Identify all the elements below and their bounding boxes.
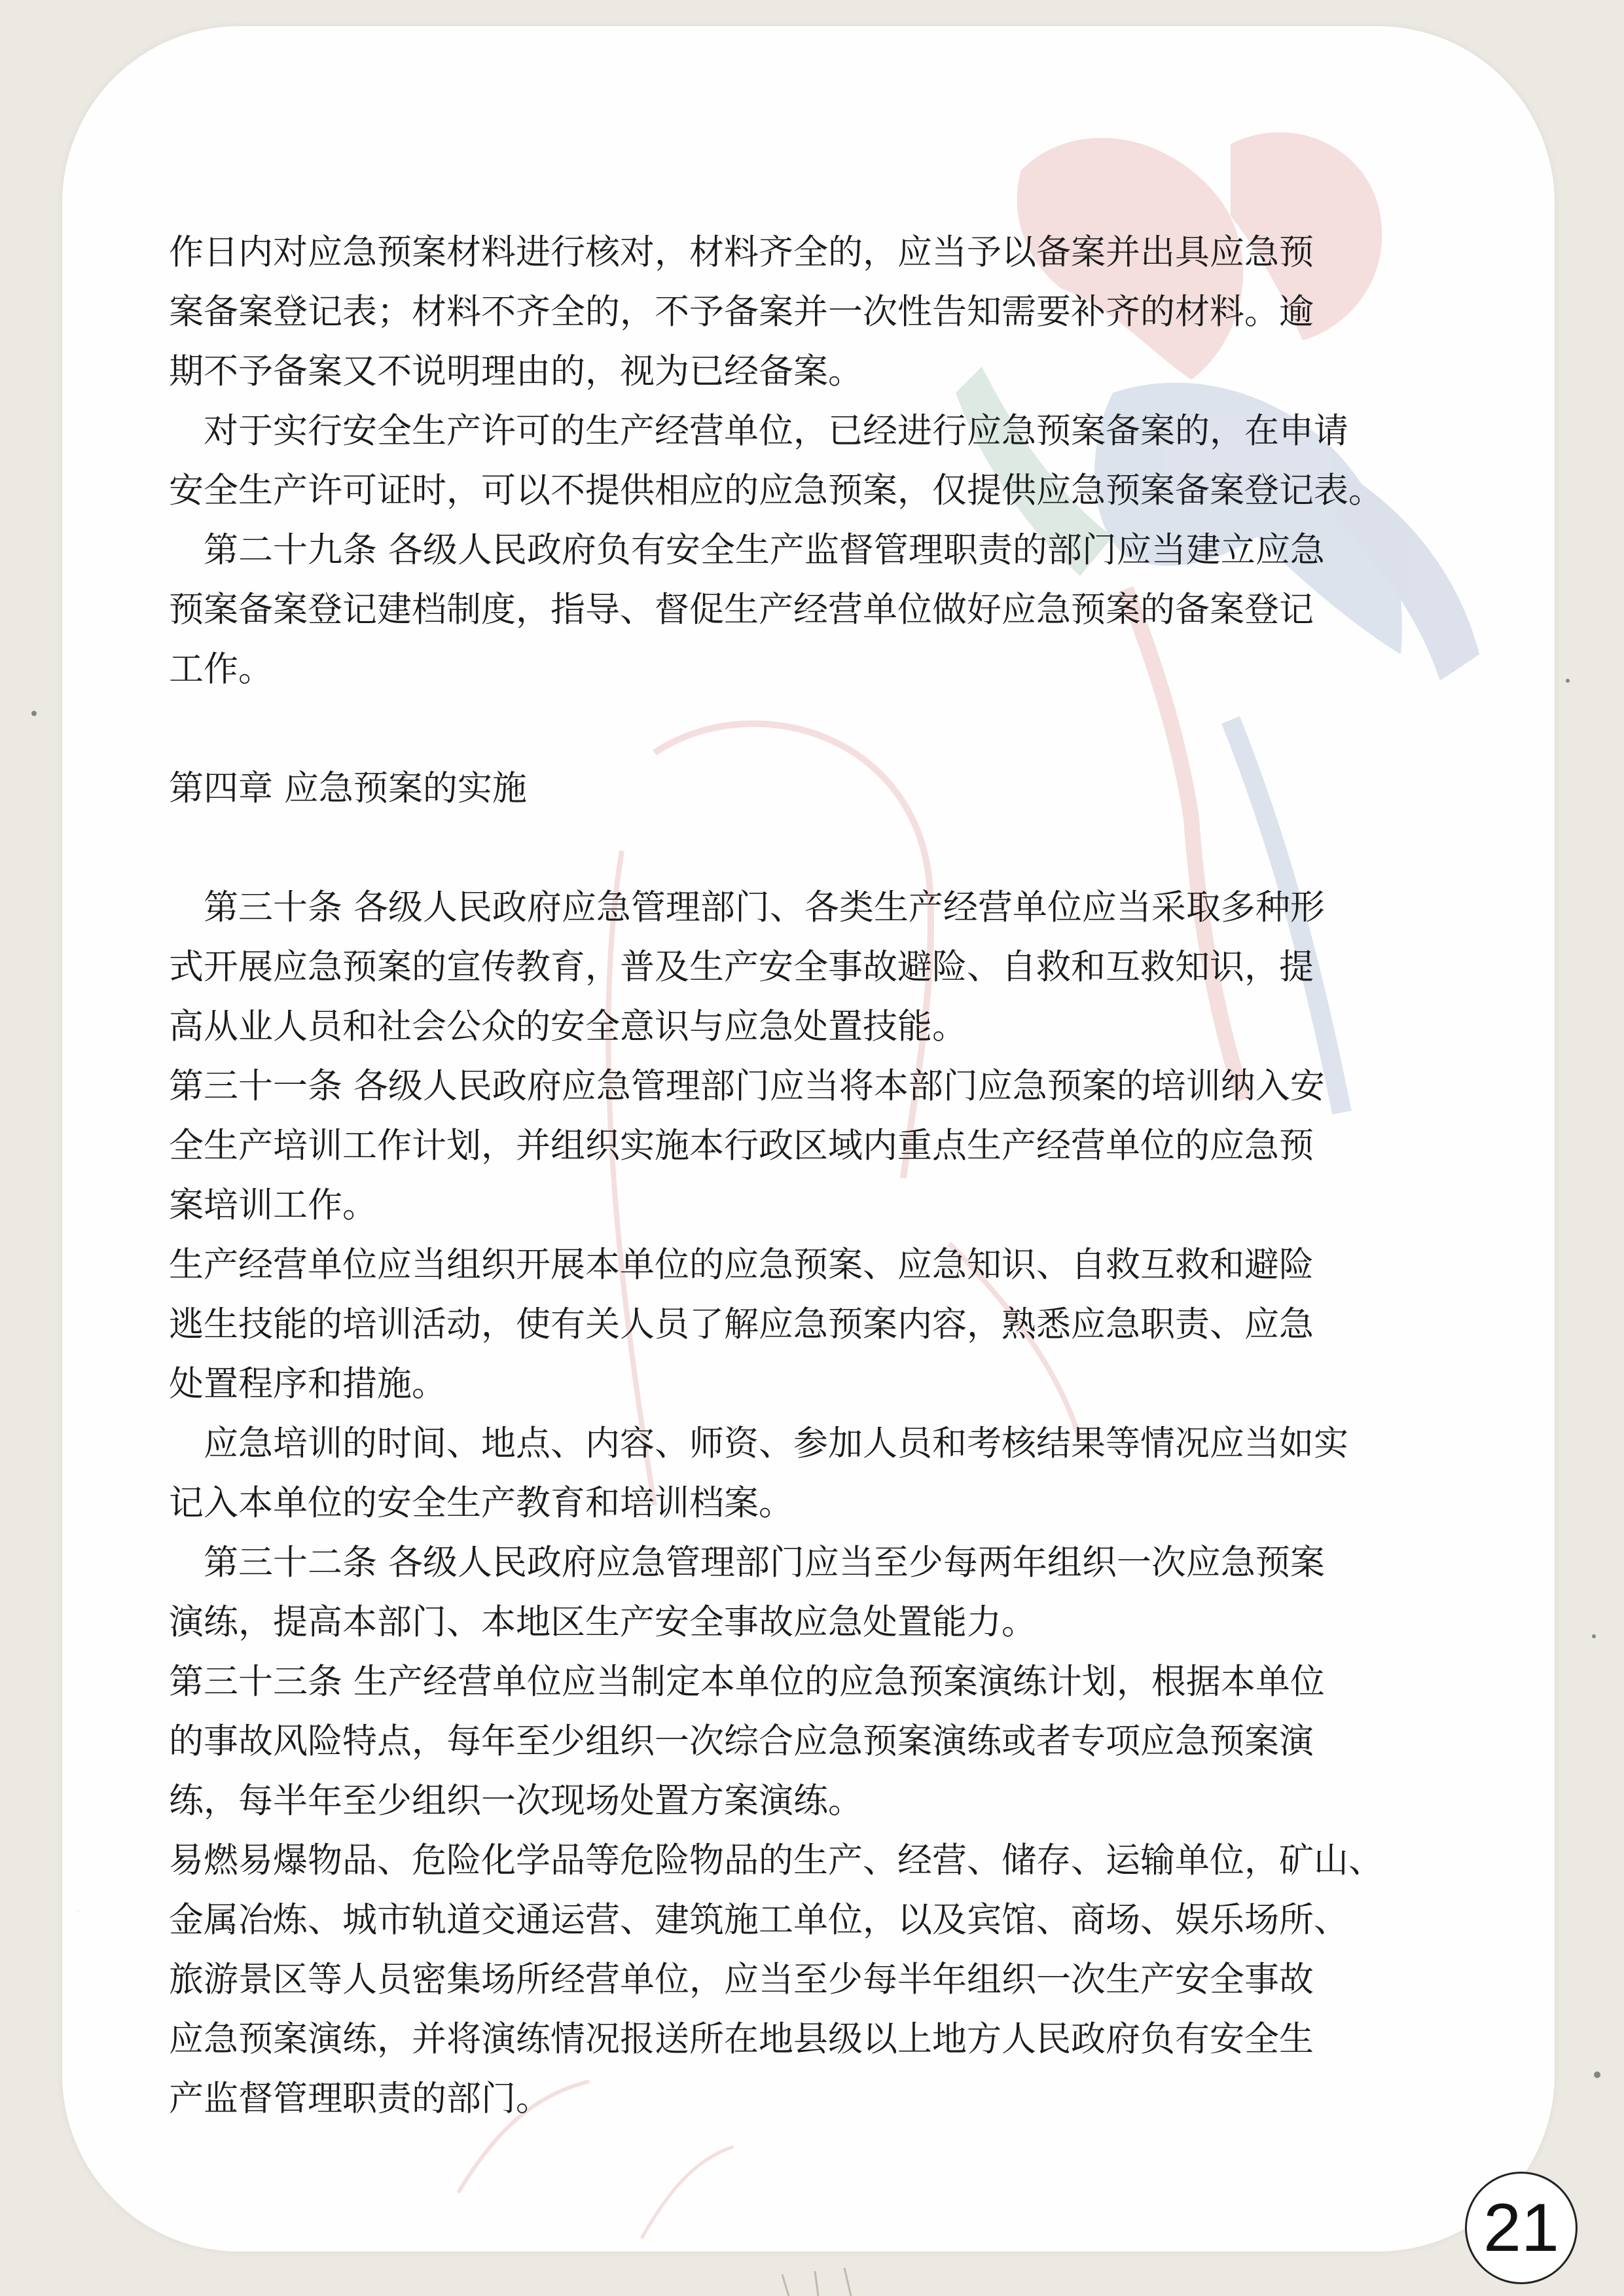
text-line: 作日内对应急预案材料进行核对，材料齐全的，应当予以备案并出具应急预 <box>169 232 1314 272</box>
text-line: 应急预案演练，并将演练情况报送所在地县级以上地方人民政府负有安全生 <box>169 2019 1314 2059</box>
document-body <box>169 223 1471 2128</box>
text-line: 案备案登记表；材料不齐全的，不予备案并一次性告知需要补齐的材料。逾 <box>169 292 1314 332</box>
text-line: 第三十条 各级人民政府应急管理部门、各类生产经营单位应当采取多种形 <box>169 888 1325 927</box>
text-line: 全生产培训工作计划，并组织实施本行政区域内重点生产经营单位的应急预 <box>169 1126 1314 1166</box>
text-line: 练，每半年至少组织一次现场处置方案演练。 <box>169 1781 863 1821</box>
text-line: 逃生技能的培训活动，使有关人员了解应急预案内容，熟悉应急职责、应急 <box>169 1304 1314 1344</box>
chapter-heading: 第四章 应急预案的实施 <box>169 768 527 808</box>
text-line: 案培训工作。 <box>169 1185 377 1225</box>
text-line: 第三十二条 各级人民政府应急管理部门应当至少每两年组织一次应急预案 <box>169 1543 1325 1583</box>
page-number: 21 <box>1465 2172 1578 2284</box>
text-line: 易燃易爆物品、危险化学品等危险物品的生产、经营、储存、运输单位，矿山、 <box>169 1840 1383 1880</box>
text-line: 第二十九条 各级人民政府负有安全生产监督管理职责的部门应当建立应急 <box>169 530 1325 570</box>
text-line: 高从业人员和社会公众的安全意识与应急处置技能。 <box>169 1007 967 1047</box>
text-line: 产监督管理职责的部门。 <box>169 2079 550 2119</box>
text-line: 第三十三条 生产经营单位应当制定本单位的应急预案演练计划，根据本单位 <box>169 1662 1325 1702</box>
text-line: 对于实行安全生产许可的生产经营单位，已经进行应急预案备案的，在申请 <box>169 411 1348 451</box>
text-line: 生产经营单位应当组织开展本单位的应急预案、应急知识、自救互救和避险 <box>169 1245 1314 1285</box>
text-line: 处置程序和措施。 <box>169 1364 446 1404</box>
blank-line <box>169 699 1471 759</box>
text-line: 金属冶炼、城市轨道交通运营、建筑施工单位，以及宾馆、商场、娱乐场所、 <box>169 1900 1348 1940</box>
text-line: 第三十一条 各级人民政府应急管理部门应当将本部门应急预案的培训纳入安 <box>169 1066 1325 1106</box>
text-line: 期不予备案又不说明理由的，视为已经备案。 <box>169 351 863 391</box>
text-line: 旅游景区等人员密集场所经营单位，应当至少每半年组织一次生产安全事故 <box>169 1960 1314 2000</box>
text-line: 工作。 <box>169 649 273 689</box>
text-line: 安全生产许可证时，可以不提供相应的应急预案，仅提供应急预案备案登记表。 <box>169 471 1383 511</box>
text-line: 的事故风险特点，每年至少组织一次综合应急预案演练或者专项应急预案演 <box>169 1721 1314 1761</box>
text-line: 预案备案登记建档制度，指导、督促生产经营单位做好应急预案的备案登记 <box>169 590 1314 630</box>
text-line: 应急培训的时间、地点、内容、师资、参加人员和考核结果等情况应当如实 <box>169 1424 1348 1463</box>
text-line: 式开展应急预案的宣传教育，普及生产安全事故避险、自救和互救知识，提 <box>169 947 1314 987</box>
text-line: 记入本单位的安全生产教育和培训档案。 <box>169 1483 793 1523</box>
blank-line <box>169 818 1471 878</box>
text-line: 演练，提高本部门、本地区生产安全事故应急处置能力。 <box>169 1602 1036 1642</box>
